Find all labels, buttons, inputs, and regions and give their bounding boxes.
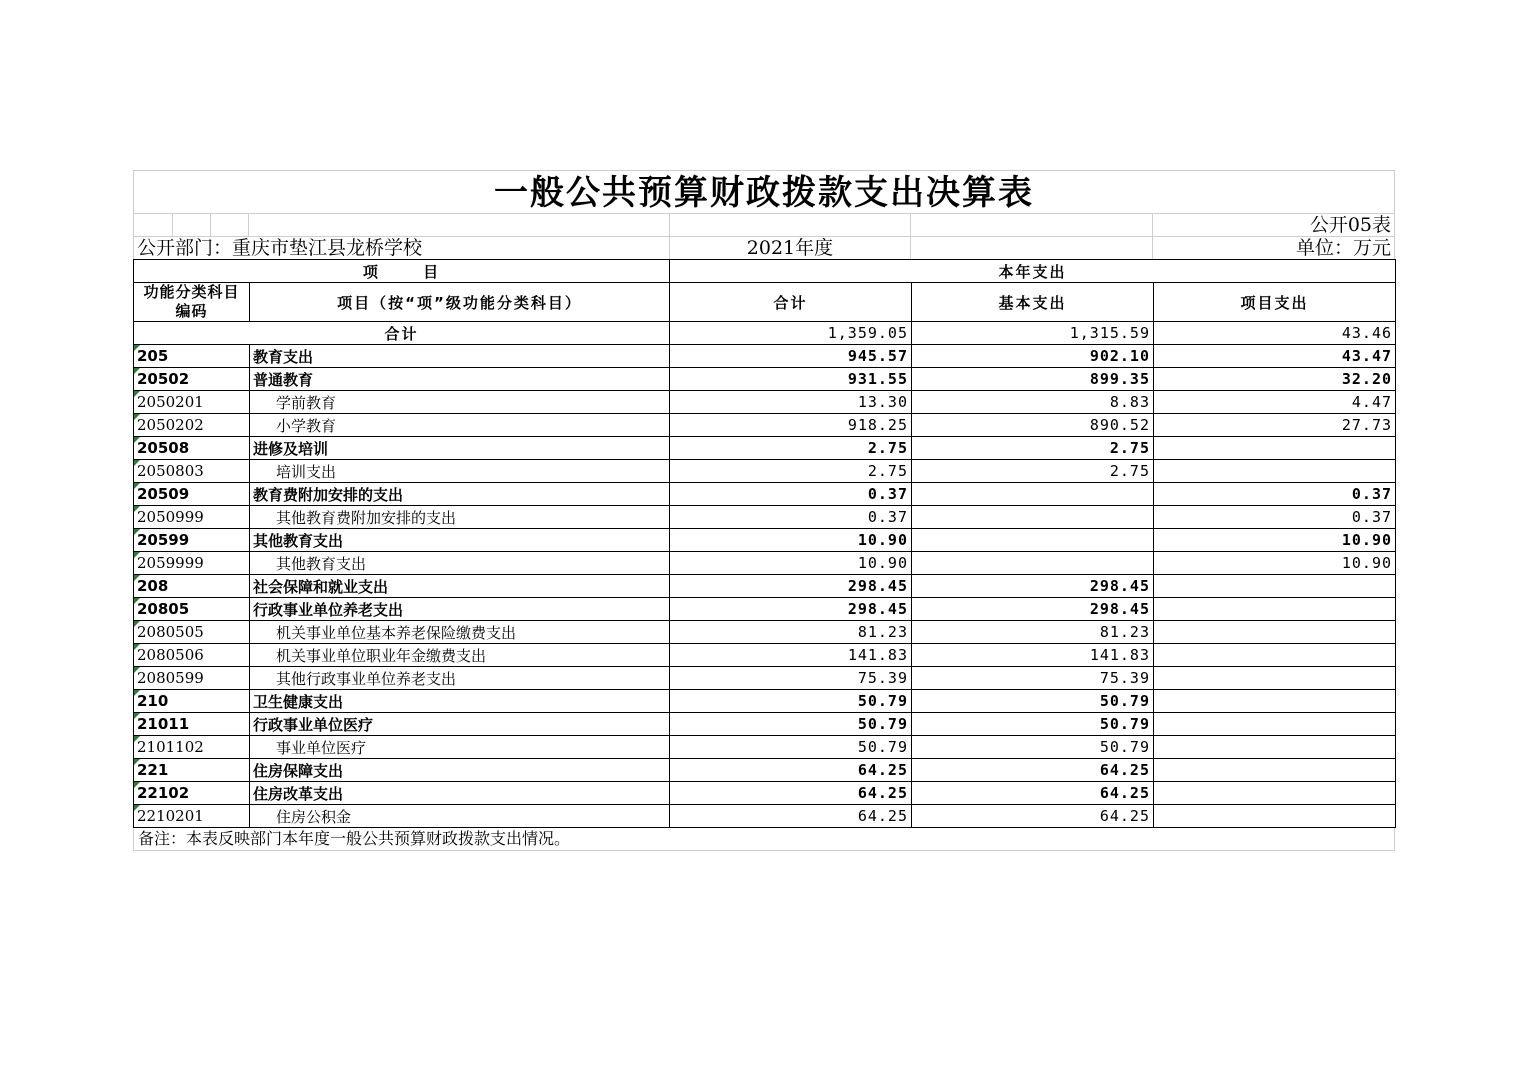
row-name: 其他教育支出 bbox=[250, 529, 670, 552]
row-name: 教育费附加安排的支出 bbox=[250, 483, 670, 506]
total-row bbox=[134, 322, 1396, 345]
header-code-text: 功能分类科目编码 bbox=[143, 283, 240, 320]
row-basic: 141.83 bbox=[912, 644, 1154, 667]
row-name: 进修及培训 bbox=[250, 437, 670, 460]
department-label: 公开部门：重庆市垫江县龙桥学校 bbox=[134, 236, 670, 259]
row-project bbox=[1154, 621, 1396, 644]
row-name: 其他教育支出 bbox=[250, 552, 670, 575]
cell-marker-icon bbox=[134, 644, 140, 650]
cell-marker-icon bbox=[134, 552, 140, 558]
row-code-text: 20502 bbox=[137, 370, 190, 388]
row-total: 50.79 bbox=[670, 690, 912, 713]
row-project bbox=[1154, 575, 1396, 598]
row-code-text: 20805 bbox=[137, 600, 190, 618]
row-project: 10.90 bbox=[1154, 529, 1396, 552]
table-row bbox=[134, 575, 1396, 598]
row-total: 10.90 bbox=[670, 529, 912, 552]
header-name: 项目（按“项”级功能分类科目） bbox=[250, 283, 670, 322]
table-number-row bbox=[133, 213, 1395, 236]
row-code-text: 208 bbox=[137, 577, 169, 595]
row-project bbox=[1154, 759, 1396, 782]
row-code-text: 2080505 bbox=[137, 623, 204, 641]
cell-marker-icon bbox=[134, 736, 140, 742]
row-name: 培训支出 bbox=[250, 460, 670, 483]
row-name: 普通教育 bbox=[250, 368, 670, 391]
cell-marker-icon bbox=[134, 391, 140, 397]
row-name: 社会保障和就业支出 bbox=[250, 575, 670, 598]
total-total: 1,359.05 bbox=[670, 322, 912, 345]
row-code-text: 20509 bbox=[137, 485, 190, 503]
cell-marker-icon bbox=[134, 345, 140, 351]
row-code-text: 21011 bbox=[137, 715, 190, 733]
row-name: 机关事业单位职业年金缴费支出 bbox=[250, 644, 670, 667]
row-code bbox=[134, 759, 250, 782]
table-row bbox=[134, 552, 1396, 575]
row-code bbox=[134, 713, 250, 736]
row-total: 2.75 bbox=[670, 437, 912, 460]
expenditure-table bbox=[133, 259, 1396, 828]
total-project: 43.46 bbox=[1154, 322, 1396, 345]
row-name: 教育支出 bbox=[250, 345, 670, 368]
row-code-text: 20599 bbox=[137, 531, 190, 549]
table-row bbox=[134, 483, 1396, 506]
table-row bbox=[134, 506, 1396, 529]
row-project bbox=[1154, 644, 1396, 667]
row-code bbox=[134, 782, 250, 805]
row-code bbox=[134, 805, 250, 828]
row-basic: 75.39 bbox=[912, 667, 1154, 690]
cell-marker-icon bbox=[134, 575, 140, 581]
footnote: 备注：本表反映部门本年度一般公共预算财政拨款支出情况。 bbox=[133, 828, 1395, 851]
row-code bbox=[134, 483, 250, 506]
row-project bbox=[1154, 713, 1396, 736]
row-name: 住房保障支出 bbox=[250, 759, 670, 782]
row-name: 卫生健康支出 bbox=[250, 690, 670, 713]
row-project bbox=[1154, 598, 1396, 621]
row-basic: 64.25 bbox=[912, 782, 1154, 805]
row-project: 0.37 bbox=[1154, 506, 1396, 529]
row-code bbox=[134, 345, 250, 368]
table-row bbox=[134, 621, 1396, 644]
row-name: 学前教育 bbox=[250, 391, 670, 414]
empty-cell bbox=[134, 213, 173, 236]
cell-marker-icon bbox=[134, 667, 140, 673]
row-name: 行政事业单位医疗 bbox=[250, 713, 670, 736]
row-project bbox=[1154, 460, 1396, 483]
row-code-text: 2050201 bbox=[137, 393, 204, 411]
row-name: 住房改革支出 bbox=[250, 782, 670, 805]
row-code-text: 2059999 bbox=[137, 554, 204, 572]
table-row bbox=[134, 736, 1396, 759]
row-total: 81.23 bbox=[670, 621, 912, 644]
header-item-group: 项 目 bbox=[134, 260, 670, 283]
row-project: 32.20 bbox=[1154, 368, 1396, 391]
row-code-text: 2050803 bbox=[137, 462, 204, 480]
row-basic: 64.25 bbox=[912, 805, 1154, 828]
table-row bbox=[134, 391, 1396, 414]
row-code bbox=[134, 598, 250, 621]
table-row bbox=[134, 713, 1396, 736]
row-basic bbox=[912, 529, 1154, 552]
row-name: 机关事业单位基本养老保险缴费支出 bbox=[250, 621, 670, 644]
row-basic bbox=[912, 483, 1154, 506]
row-basic: 50.79 bbox=[912, 690, 1154, 713]
row-project: 27.73 bbox=[1154, 414, 1396, 437]
row-basic: 2.75 bbox=[912, 437, 1154, 460]
row-project bbox=[1154, 782, 1396, 805]
row-code bbox=[134, 437, 250, 460]
page-title: 一般公共预算财政拨款支出决算表 bbox=[133, 170, 1395, 213]
table-row bbox=[134, 437, 1396, 460]
row-code-text: 2101102 bbox=[137, 738, 204, 756]
row-total: 141.83 bbox=[670, 644, 912, 667]
row-project bbox=[1154, 437, 1396, 460]
row-project: 4.47 bbox=[1154, 391, 1396, 414]
table-row bbox=[134, 460, 1396, 483]
header-project: 项目支出 bbox=[1154, 283, 1396, 322]
empty-cell bbox=[670, 213, 912, 236]
cell-marker-icon bbox=[134, 414, 140, 420]
table-row bbox=[134, 414, 1396, 437]
cell-marker-icon bbox=[134, 690, 140, 696]
row-code bbox=[134, 667, 250, 690]
row-code-text: 210 bbox=[137, 692, 169, 710]
row-basic: 50.79 bbox=[912, 713, 1154, 736]
cell-marker-icon bbox=[134, 759, 140, 765]
row-project bbox=[1154, 690, 1396, 713]
row-total: 0.37 bbox=[670, 506, 912, 529]
row-project bbox=[1154, 805, 1396, 828]
row-basic: 2.75 bbox=[912, 460, 1154, 483]
row-code bbox=[134, 368, 250, 391]
row-total: 64.25 bbox=[670, 759, 912, 782]
row-basic: 899.35 bbox=[912, 368, 1154, 391]
table-row bbox=[134, 529, 1396, 552]
row-code bbox=[134, 529, 250, 552]
row-code-text: 22102 bbox=[137, 784, 190, 802]
table-row bbox=[134, 805, 1396, 828]
fiscal-year: 2021年度 bbox=[670, 236, 912, 259]
row-name: 行政事业单位养老支出 bbox=[250, 598, 670, 621]
empty-cell bbox=[250, 213, 670, 236]
cell-marker-icon bbox=[134, 598, 140, 604]
row-total: 75.39 bbox=[670, 667, 912, 690]
row-code bbox=[134, 644, 250, 667]
table-row bbox=[134, 598, 1396, 621]
row-total: 2.75 bbox=[670, 460, 912, 483]
row-total: 945.57 bbox=[670, 345, 912, 368]
cell-marker-icon bbox=[134, 483, 140, 489]
row-code bbox=[134, 460, 250, 483]
row-basic: 64.25 bbox=[912, 759, 1154, 782]
cell-marker-icon bbox=[134, 437, 140, 443]
budget-sheet bbox=[133, 170, 1395, 851]
row-project bbox=[1154, 667, 1396, 690]
empty-cell bbox=[173, 213, 211, 236]
row-basic: 50.79 bbox=[912, 736, 1154, 759]
row-code-text: 221 bbox=[137, 761, 169, 779]
total-basic: 1,315.59 bbox=[912, 322, 1154, 345]
row-total: 50.79 bbox=[670, 713, 912, 736]
table-row bbox=[134, 759, 1396, 782]
row-code bbox=[134, 575, 250, 598]
row-basic: 8.83 bbox=[912, 391, 1154, 414]
empty-cell bbox=[911, 236, 1153, 259]
cell-marker-icon bbox=[134, 805, 140, 811]
row-basic: 298.45 bbox=[912, 598, 1154, 621]
row-project: 10.90 bbox=[1154, 552, 1396, 575]
table-row bbox=[134, 667, 1396, 690]
row-total: 931.55 bbox=[670, 368, 912, 391]
row-project: 0.37 bbox=[1154, 483, 1396, 506]
row-basic bbox=[912, 552, 1154, 575]
row-code bbox=[134, 391, 250, 414]
table-row bbox=[134, 782, 1396, 805]
row-name: 其他行政事业单位养老支出 bbox=[250, 667, 670, 690]
cell-marker-icon bbox=[134, 713, 140, 719]
row-total: 64.25 bbox=[670, 805, 912, 828]
row-code-text: 2050999 bbox=[137, 508, 204, 526]
table-row bbox=[134, 345, 1396, 368]
row-project bbox=[1154, 736, 1396, 759]
unit-label: 单位：万元 bbox=[1153, 236, 1395, 259]
cell-marker-icon bbox=[134, 368, 140, 374]
table-body bbox=[134, 322, 1396, 828]
header-current-year: 本年支出 bbox=[670, 260, 1396, 283]
row-code bbox=[134, 414, 250, 437]
row-basic bbox=[912, 506, 1154, 529]
row-total: 10.90 bbox=[670, 552, 912, 575]
header-total: 合计 bbox=[670, 283, 912, 322]
table-row bbox=[134, 690, 1396, 713]
row-basic: 81.23 bbox=[912, 621, 1154, 644]
row-code-text: 2210201 bbox=[137, 807, 204, 825]
row-name: 小学教育 bbox=[250, 414, 670, 437]
cell-marker-icon bbox=[134, 621, 140, 627]
row-code bbox=[134, 736, 250, 759]
row-total: 0.37 bbox=[670, 483, 912, 506]
row-total: 298.45 bbox=[670, 575, 912, 598]
row-name: 住房公积金 bbox=[250, 805, 670, 828]
row-basic: 890.52 bbox=[912, 414, 1154, 437]
row-code bbox=[134, 506, 250, 529]
cell-marker-icon bbox=[134, 460, 140, 466]
empty-cell bbox=[911, 213, 1153, 236]
table-number: 公开05表 bbox=[1153, 213, 1395, 236]
table-row bbox=[134, 644, 1396, 667]
row-code-text: 20508 bbox=[137, 439, 190, 457]
row-code-text: 205 bbox=[137, 347, 169, 365]
header-basic: 基本支出 bbox=[912, 283, 1154, 322]
row-basic: 298.45 bbox=[912, 575, 1154, 598]
row-name: 其他教育费附加安排的支出 bbox=[250, 506, 670, 529]
row-total: 13.30 bbox=[670, 391, 912, 414]
row-total: 918.25 bbox=[670, 414, 912, 437]
empty-cell bbox=[211, 213, 249, 236]
cell-marker-icon bbox=[134, 782, 140, 788]
row-total: 64.25 bbox=[670, 782, 912, 805]
header-code bbox=[134, 283, 250, 322]
row-code bbox=[134, 621, 250, 644]
total-label: 合计 bbox=[134, 322, 670, 345]
row-code bbox=[134, 552, 250, 575]
department-row bbox=[133, 236, 1395, 259]
row-basic: 902.10 bbox=[912, 345, 1154, 368]
row-name: 事业单位医疗 bbox=[250, 736, 670, 759]
row-total: 298.45 bbox=[670, 598, 912, 621]
row-code-text: 2050202 bbox=[137, 416, 204, 434]
row-code bbox=[134, 690, 250, 713]
cell-marker-icon bbox=[134, 506, 140, 512]
row-code-text: 2080506 bbox=[137, 646, 204, 664]
row-code-text: 2080599 bbox=[137, 669, 204, 687]
row-total: 50.79 bbox=[670, 736, 912, 759]
table-row bbox=[134, 368, 1396, 391]
row-project: 43.47 bbox=[1154, 345, 1396, 368]
cell-marker-icon bbox=[134, 529, 140, 535]
